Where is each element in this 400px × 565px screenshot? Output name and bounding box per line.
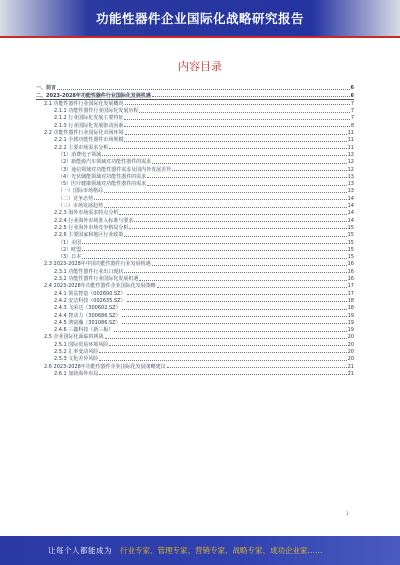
toc-dot-leader: [104, 192, 347, 193]
toc-entry[interactable]: [36, 311, 354, 318]
toc-entry[interactable]: [36, 136, 354, 143]
toc-dot-leader: [122, 323, 347, 324]
toc-entry[interactable]: [36, 209, 354, 216]
toc-entry[interactable]: [36, 224, 354, 231]
table-of-contents: [36, 84, 354, 377]
toc-entry-page: 15: [347, 232, 354, 239]
toc-entry[interactable]: [36, 194, 354, 201]
toc-entry-page: 7: [350, 100, 354, 107]
toc-entry-title: 2.2.2 主要市场需求分析: [54, 144, 109, 151]
toc-entry-page: 6: [350, 92, 354, 99]
toc-dot-leader: [152, 96, 350, 97]
toc-entry[interactable]: [36, 289, 354, 296]
toc-dot-leader: [119, 214, 346, 215]
toc-entry[interactable]: [36, 114, 354, 121]
toc-entry[interactable]: [36, 202, 354, 209]
toc-entry-page: 14: [347, 203, 354, 210]
toc-dot-leader: [127, 301, 347, 302]
toc-entry[interactable]: [36, 180, 354, 187]
toc-entry-page: 14: [347, 217, 354, 224]
toc-dot-leader: [99, 352, 346, 353]
toc-dot-leader: [124, 236, 346, 237]
toc-dot-leader: [104, 207, 347, 208]
toc-entry[interactable]: [36, 355, 354, 362]
toc-entry-page: 14: [347, 210, 354, 217]
toc-entry-page: 17: [347, 290, 354, 297]
toc-entry-title: 2.5 企业国际化面临的挑战: [44, 334, 104, 341]
toc-entry-page: 19: [347, 327, 354, 334]
toc-entry-title: 2.6 2023-2028年功能性器件企业国际化发展策略建议: [44, 363, 166, 370]
toc-dot-leader: [157, 287, 347, 288]
toc-entry-page: 7: [350, 115, 354, 122]
toc-entry-page: 6: [350, 85, 354, 92]
toc-entry-page: 17: [347, 283, 354, 290]
toc-entry-page: 18: [347, 305, 354, 312]
footer-bar: [0, 536, 400, 565]
toc-entry-page: 16: [347, 261, 354, 268]
toc-dot-leader: [134, 221, 346, 222]
header-bar: [0, 0, 400, 36]
toc-entry-page: 13: [347, 188, 354, 195]
toc-entry[interactable]: [36, 84, 354, 91]
toc-entry[interactable]: [36, 297, 354, 304]
toc-entry[interactable]: [36, 326, 354, 333]
toc-entry-title: （1）美国: [58, 239, 82, 246]
toc-entry[interactable]: [36, 158, 354, 165]
toc-entry-title: 2.3 2023-2028年中国功能性器件行业发展机遇: [44, 261, 151, 268]
toc-entry[interactable]: [36, 187, 354, 194]
toc-entry-page: 11: [347, 137, 354, 144]
toc-entry-title: （1）消费电子领域: [58, 151, 102, 158]
toc-entry-title: 二、2023-2028年功能性器件行业国际化发展机遇: [36, 92, 151, 99]
toc-dot-leader: [129, 228, 346, 229]
toc-entry-page: 15: [347, 254, 354, 261]
toc-dot-leader: [152, 163, 346, 164]
toc-entry[interactable]: [36, 107, 354, 114]
toc-entry-title: 2.2.1 全球功能性器件市场规模: [54, 137, 124, 144]
toc-entry-title: 2.1.1 功能性器件行业国际化发展历程: [54, 108, 139, 115]
toc-entry-page: 7: [350, 108, 354, 115]
toc-dot-leader: [167, 367, 347, 368]
toc-entry-title: 2.1.3 行业国际化发展驱动因素: [54, 122, 124, 129]
toc-entry-title: （4）光伏储能领域对功能性器件的需求: [58, 173, 147, 180]
toc-entry-title: 2.5.2 汇率变动风险: [54, 348, 99, 355]
toc-entry-title: 2.3.1 功能性器件行业出口现状: [54, 268, 124, 275]
toc-entry-page: 15: [347, 246, 354, 253]
toc-entry-title: 2.4.4 智动力（300686.SZ）: [54, 312, 121, 319]
toc-entry-title: 2.5.3 文化差异风险: [54, 356, 99, 363]
toc-dot-leader: [122, 316, 347, 317]
toc-entry-page: 15: [347, 224, 354, 231]
report-title: 功能性器件企业国际化战略研究报告: [95, 11, 304, 26]
toc-dot-leader: [124, 119, 349, 120]
toc-entry[interactable]: [36, 260, 354, 267]
toc-entry-title: 2.4 2023-2028年功能性器件企业国际化发展策略: [44, 283, 156, 290]
header-divider: [0, 36, 400, 38]
toc-entry[interactable]: [36, 165, 354, 172]
toc-entry-title: （3）日本: [58, 254, 82, 261]
toc-entry-title: 2.4.2 安洁科技（002635.SZ）: [54, 297, 126, 304]
toc-entry[interactable]: [36, 362, 354, 369]
toc-entry-page: 16: [347, 268, 354, 275]
toc-entry-page: 21: [347, 363, 354, 370]
toc-dot-leader: [139, 112, 349, 113]
toc-dot-leader: [125, 134, 347, 135]
toc-dot-leader: [124, 126, 349, 127]
toc-dot-leader: [82, 243, 346, 244]
toc-entry-title: 2.3.2 功能性器件行业国际化发展机遇: [54, 276, 139, 283]
toc-entry[interactable]: [36, 91, 354, 99]
toc-dot-leader: [109, 148, 346, 149]
toc-dot-leader: [99, 374, 346, 375]
toc-entry[interactable]: [36, 275, 354, 282]
toc-entry[interactable]: [36, 231, 354, 238]
toc-dot-leader: [127, 294, 347, 295]
toc-entry[interactable]: [36, 173, 354, 180]
toc-entry-title: 2.4.6 三鑫科技（新三板）: [54, 327, 114, 334]
toc-entry-page: 21: [347, 370, 354, 377]
toc-dot-leader: [147, 185, 346, 186]
toc-dot-leader: [99, 360, 346, 361]
toc-entry-title: 2.1.2 行业国际化发展主要特征: [54, 115, 124, 122]
toc-entry-page: 12: [347, 151, 354, 158]
toc-entry[interactable]: [36, 216, 354, 223]
toc-entry-title: 2.2.6 主要国家和地区行业政策: [54, 232, 124, 239]
toc-entry-page: 12: [347, 166, 354, 173]
footer-roles: 行业专家、管理专家、营销专家、战略专家、成功企业家……: [120, 546, 323, 555]
toc-entry-page: 13: [347, 173, 354, 180]
toc-entry-title: （三）市场发展趋势: [58, 203, 104, 210]
toc-entry[interactable]: [36, 304, 354, 311]
toc-entry-title: （3）通信领域对功能性器件需求及国内外发展差异: [58, 166, 172, 173]
toc-entry-page: 19: [347, 319, 354, 326]
footer-slogan: 让每个人都能成为: [48, 546, 112, 555]
toc-dot-leader: [109, 345, 346, 346]
toc-entry-title: 2.2.5 行业海外市场竞争格局分析: [54, 224, 129, 231]
toc-dot-leader: [82, 258, 346, 259]
toc-entry-page: 20: [347, 356, 354, 363]
toc-entry-page: 20: [347, 348, 354, 355]
toc-dot-leader: [152, 265, 347, 266]
toc-entry-title: （一）国际市场格局: [58, 188, 104, 195]
toc-dot-leader: [139, 280, 346, 281]
toc-entry-title: 2.2.4 行业海外市场准入标准与要求: [54, 217, 134, 224]
toc-entry-title: 2.5.1 国际贸易环境风险: [54, 341, 109, 348]
toc-dot-leader: [124, 141, 346, 142]
toc-entry-page: 15: [347, 239, 354, 246]
toc-entry-page: 20: [347, 334, 354, 341]
toc-entry[interactable]: [36, 100, 354, 107]
toc-entry-title: （5）医疗健康领域对功能性器件的需求: [58, 181, 147, 188]
toc-dot-leader: [57, 89, 350, 90]
toc-dot-leader: [102, 155, 346, 156]
toc-entry-page: 18: [347, 297, 354, 304]
toc-entry[interactable]: [36, 238, 354, 245]
toc-entry-page: 14: [347, 195, 354, 202]
toc-entry-title: （2）新能源汽车领域对功能性器件的需求: [58, 159, 152, 166]
toc-dot-leader: [94, 199, 347, 200]
toc-entry-title: 2.1 功能性器件行业国际化发展概况: [44, 100, 124, 107]
toc-entry-page: 11: [347, 130, 354, 137]
toc-entry-title: 2.2 功能性器件行业国际化市场环境: [44, 130, 124, 137]
toc-entry[interactable]: [36, 143, 354, 150]
toc-entry-page: 20: [347, 341, 354, 348]
toc-entry[interactable]: [36, 333, 354, 340]
toc-entry-page: 11: [347, 144, 354, 151]
toc-entry-title: 2.2.3 海外市场需求特点分析: [54, 210, 119, 217]
toc-entry-title: 2.4.3 飞荣达（300602.SZ）: [54, 305, 121, 312]
toc-entry-title: （二）竞争态势: [58, 195, 94, 202]
toc-entry[interactable]: [36, 319, 354, 326]
toc-entry[interactable]: [36, 282, 354, 289]
toc-entry-page: 16: [347, 276, 354, 283]
toc-heading: 内容目录: [178, 60, 222, 73]
toc-entry-title: 2.6.1 加快海外布局: [54, 370, 99, 377]
toc-entry[interactable]: [36, 121, 354, 128]
toc-entry[interactable]: [36, 253, 354, 260]
toc-entry[interactable]: [36, 267, 354, 274]
toc-entry-title: 2.4.1 领益智造（002600.SZ）: [54, 290, 126, 297]
toc-entry[interactable]: [36, 129, 354, 136]
toc-entry[interactable]: [36, 348, 354, 355]
toc-dot-leader: [114, 331, 346, 332]
toc-entry-title: （2）欧盟: [58, 246, 82, 253]
toc-entry-page: 13: [347, 181, 354, 188]
toc-entry-page: 19: [347, 312, 354, 319]
page-number: 1: [346, 511, 349, 516]
toc-dot-leader: [124, 272, 346, 273]
toc-dot-leader: [172, 170, 346, 171]
toc-dot-leader: [122, 309, 347, 310]
toc-entry[interactable]: [36, 370, 354, 377]
toc-entry-title: 2.4.5 鸿富瀚（301086.SZ）: [54, 319, 121, 326]
toc-dot-leader: [105, 338, 347, 339]
toc-dot-leader: [125, 104, 350, 105]
toc-entry[interactable]: [36, 151, 354, 158]
toc-dot-leader: [147, 177, 346, 178]
toc-entry-title: 一、前言: [36, 85, 57, 92]
toc-entry-page: 12: [347, 159, 354, 166]
toc-dot-leader: [82, 250, 346, 251]
toc-entry[interactable]: [36, 340, 354, 347]
toc-entry-page: 8: [350, 122, 354, 129]
toc-entry[interactable]: [36, 246, 354, 253]
